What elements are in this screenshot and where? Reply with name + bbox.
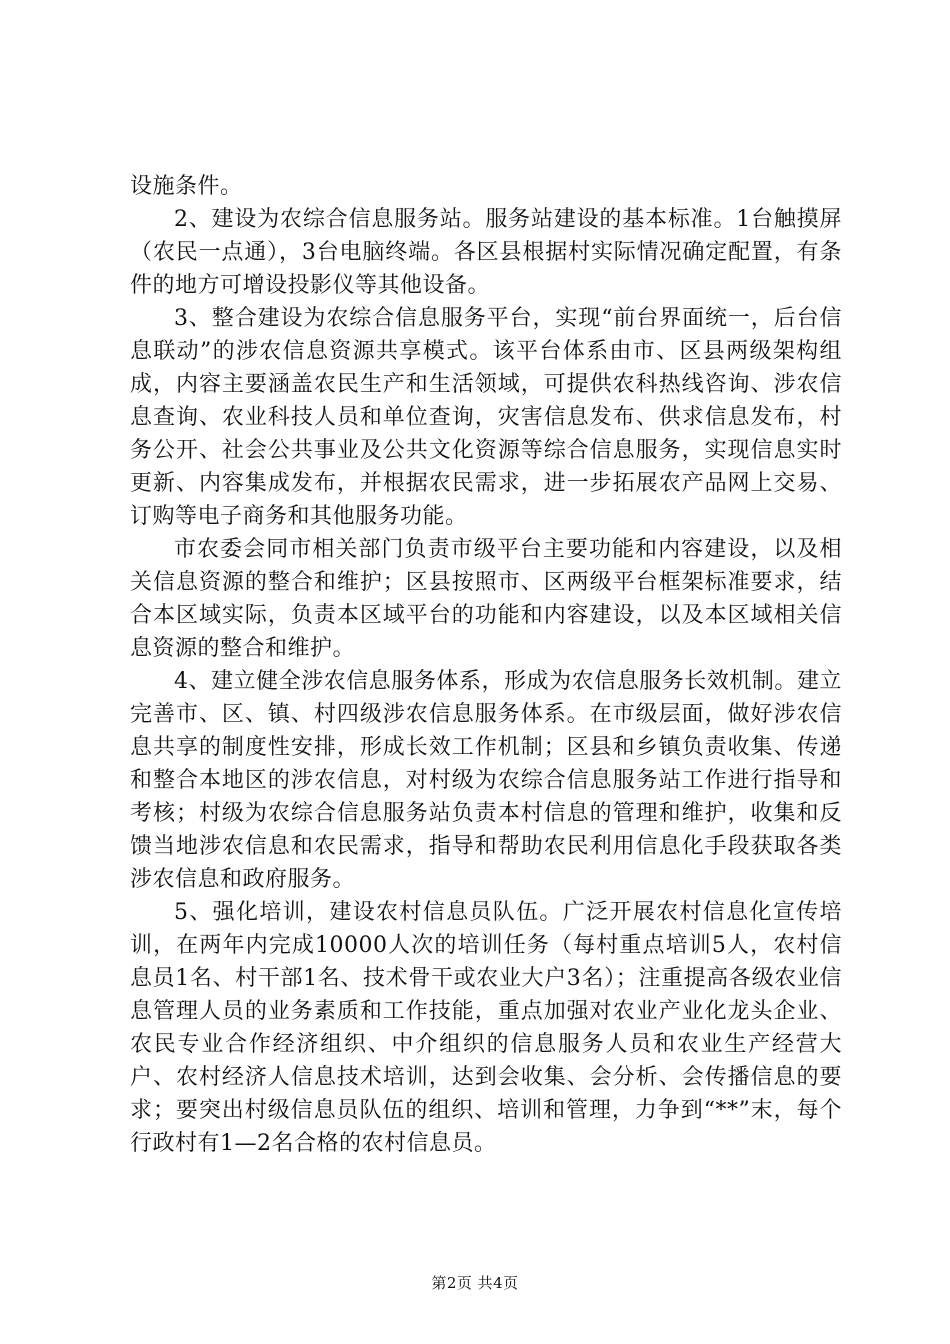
paragraph-continuation: 设施条件。 xyxy=(130,174,243,199)
paragraph-item-4: 4、建立健全涉农信息服务体系，形成为农信息服务长效机制。建立完善市、区、镇、村四级涉农信息服务体系。在市级层面，做好涉农信息共享的制度性安排，形成长效工作机制；区县和乡镇负责收集、传递和整合本地区的涉农信息，对村级为农综合信息服务站工作进行指导和考核；村级为农综合信息服务站负责本村信息的管理和维护，收集和反馈当地涉农信息和农民需求，指导和帮助农民利用信息化手段获取各类涉农信息和政府服务。 xyxy=(130,669,842,892)
paragraph-item-5: 5、强化培训，建设农村信息员队伍。广泛开展农村信息化宣传培训，在两年内完成10000人次的培训任务（每村重点培训5人，农村信息员1名、村干部1名、技术骨干或农业大户3名）；注重提高各级农业信息管理人员的业务素质和工作技能，重点加强对农业产业化龙头企业、农民专业合作经济组织、中介组织的信息服务人员和农业生产经营大户、农村经济人信息技术培训，达到会收集、会分析、会传播信息的要求；要突出村级信息员队伍的组织、培训和管理，力争到“**”末，每个行政村有1—2名合格的农村信息员。 xyxy=(130,900,842,1156)
document-body xyxy=(130,170,842,1160)
page-footer: 第2页 共4页 xyxy=(431,1274,519,1292)
paragraph-item-3: 3、整合建设为农综合信息服务平台，实现“前台界面统一，后台信息联动”的涉农信息资源共享模式。该平台体系由市、区县两级架构组成，内容主要涵盖农民生产和生活领域，可提供农科热线咨询、涉农信息查询、农业科技人员和单位查询，灾害信息发布、供求信息发布，村务公开、社会公共事业及公共文化资源等综合信息服务，实现信息实时更新、内容集成发布，并根据农民需求，进一步拓展农产品网上交易、订购等电子商务和其他服务功能。 xyxy=(130,306,842,529)
paragraph-item-2: 2、建设为农综合信息服务站。服务站建设的基本标准。1台触摸屏（农民一点通），3台电脑终端。各区县根据村实际情况确定配置，有条件的地方可增设投影仪等其他设备。 xyxy=(130,207,842,298)
paragraph-responsibility: 市农委会同市相关部门负责市级平台主要功能和内容建设，以及相关信息资源的整合和维护；区县按照市、区两级平台框架标准要求，结合本区域实际，负责本区域平台的功能和内容建设，以及本区域相关信息资源的整合和维护。 xyxy=(130,537,842,661)
